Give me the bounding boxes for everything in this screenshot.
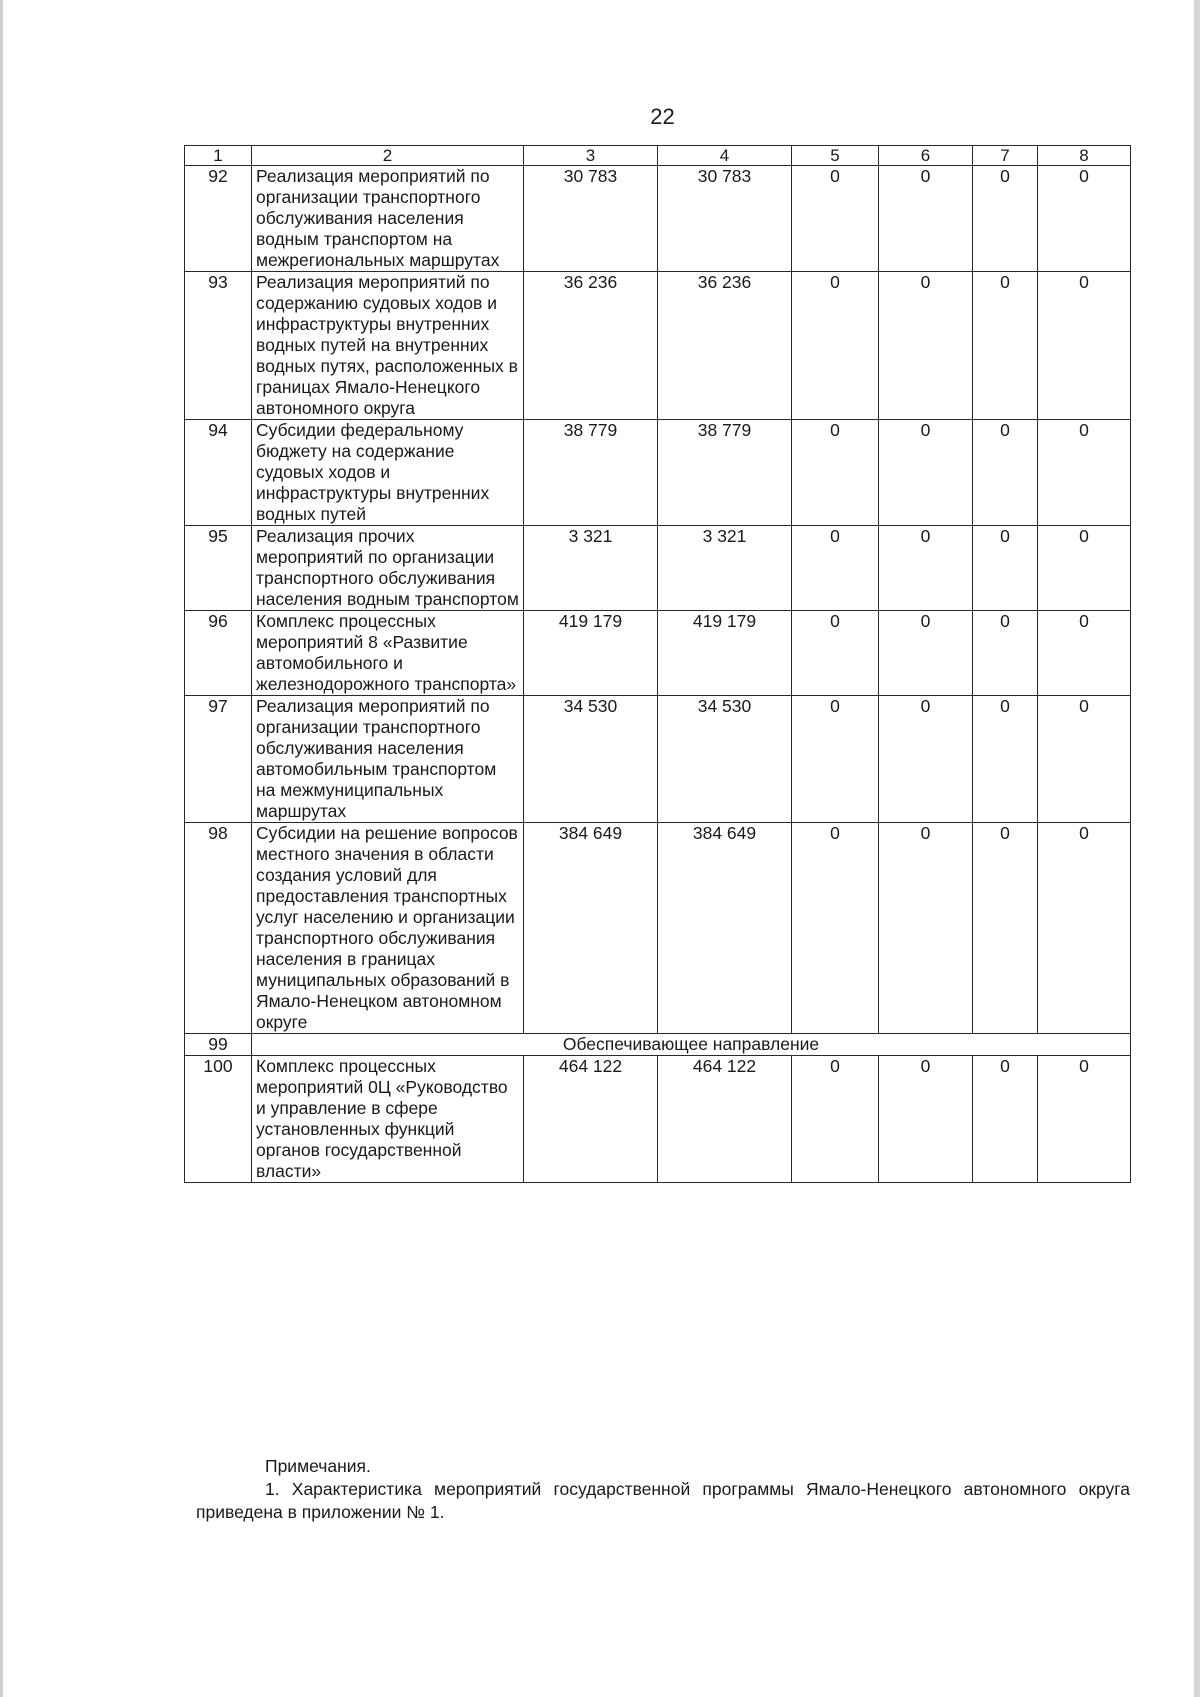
row-number: 99: [185, 1034, 252, 1056]
row-value-col5: 0: [792, 272, 879, 420]
row-value-col3: 34 530: [524, 696, 658, 823]
row-value-col3: 384 649: [524, 823, 658, 1034]
table-row: [185, 611, 1131, 696]
row-name: Комплекс процессных мероприятий 0Ц «Руководство и управление в сфере установленных функций органов государственной власти»: [252, 1056, 524, 1183]
row-value-col8: 0: [1038, 611, 1131, 696]
row-number: 100: [185, 1056, 252, 1183]
row-value-col8: 0: [1038, 696, 1131, 823]
row-name: Комплекс процессных мероприятий 8 «Развитие автомобильного и железнодорожного транспорта»: [252, 611, 524, 696]
row-value-col7: 0: [973, 696, 1038, 823]
row-value-col8: 0: [1038, 420, 1131, 526]
page-number: 22: [650, 104, 675, 129]
row-name: Субсидии федеральному бюджету на содержание судовых ходов и инфраструктуры внутренних водных путей: [252, 420, 524, 526]
row-number: 96: [185, 611, 252, 696]
row-value-col4: 384 649: [658, 823, 792, 1034]
table-header-cell-7: 7: [973, 146, 1038, 166]
table-header-cell-2: 2: [252, 146, 524, 166]
row-value-col7: 0: [973, 166, 1038, 272]
section-heading: Обеспечивающее направление: [252, 1034, 1131, 1056]
row-value-col3: 36 236: [524, 272, 658, 420]
table-header-cell-5: 5: [792, 146, 879, 166]
row-value-col5: 0: [792, 526, 879, 611]
row-value-col6: 0: [879, 611, 973, 696]
row-value-col5: 0: [792, 611, 879, 696]
row-name: Реализация мероприятий по организации транспортного обслуживания населения автомобильным транспортом на межмуниципальных маршрутах: [252, 696, 524, 823]
scan-edge-left: [0, 0, 3, 1697]
row-value-col6: 0: [879, 1056, 973, 1183]
table-row: [185, 420, 1131, 526]
row-value-col7: 0: [973, 526, 1038, 611]
row-value-col3: 38 779: [524, 420, 658, 526]
row-value-col8: 0: [1038, 166, 1131, 272]
table-row: [185, 272, 1131, 420]
row-value-col6: 0: [879, 166, 973, 272]
row-value-col3: 464 122: [524, 1056, 658, 1183]
table-header-cell-8: 8: [1038, 146, 1131, 166]
row-value-col4: 30 783: [658, 166, 792, 272]
row-number: 97: [185, 696, 252, 823]
row-value-col4: 38 779: [658, 420, 792, 526]
notes-section: [196, 1455, 1130, 1524]
table-row: [185, 823, 1131, 1034]
row-value-col7: 0: [973, 823, 1038, 1034]
row-number: 95: [185, 526, 252, 611]
note-item: 1. Характеристика мероприятий государственной программы Ямало-Ненецкого автономного округа приведена в приложении № 1.: [196, 1479, 1130, 1522]
row-value-col5: 0: [792, 823, 879, 1034]
table-row: [185, 166, 1131, 272]
row-value-col3: 419 179: [524, 611, 658, 696]
program-funding-table: [184, 145, 1131, 1183]
row-value-col3: 30 783: [524, 166, 658, 272]
row-number: 92: [185, 166, 252, 272]
table-header-row: [185, 146, 1131, 166]
row-value-col7: 0: [973, 611, 1038, 696]
row-value-col4: 419 179: [658, 611, 792, 696]
row-value-col6: 0: [879, 420, 973, 526]
row-name: Субсидии на решение вопросов местного значения в области создания условий для предоставления транспортных услуг населению и организации транспортного обслуживания населения в границах муниципальных образований в Ямало-Ненецком автономном округе: [252, 823, 524, 1034]
row-value-col6: 0: [879, 526, 973, 611]
row-number: 98: [185, 823, 252, 1034]
row-value-col4: 464 122: [658, 1056, 792, 1183]
row-value-col5: 0: [792, 420, 879, 526]
table-row: [185, 696, 1131, 823]
table-header-cell-3: 3: [524, 146, 658, 166]
row-number: 94: [185, 420, 252, 526]
table-header-cell-1: 1: [185, 146, 252, 166]
row-value-col7: 0: [973, 272, 1038, 420]
row-value-col7: 0: [973, 420, 1038, 526]
row-value-col3: 3 321: [524, 526, 658, 611]
table-row: [185, 1056, 1131, 1183]
row-name: Реализация мероприятий по организации транспортного обслуживания населения водным транспортом на межрегиональных маршрутах: [252, 166, 524, 272]
row-value-col5: 0: [792, 166, 879, 272]
row-value-col4: 3 321: [658, 526, 792, 611]
row-value-col6: 0: [879, 272, 973, 420]
row-value-col6: 0: [879, 823, 973, 1034]
row-value-col8: 0: [1038, 1056, 1131, 1183]
row-value-col8: 0: [1038, 272, 1131, 420]
row-value-col8: 0: [1038, 526, 1131, 611]
row-value-col4: 36 236: [658, 272, 792, 420]
row-number: 93: [185, 272, 252, 420]
row-value-col8: 0: [1038, 823, 1131, 1034]
table-row: [185, 526, 1131, 611]
row-value-col5: 0: [792, 696, 879, 823]
row-value-col4: 34 530: [658, 696, 792, 823]
table-header-cell-6: 6: [879, 146, 973, 166]
row-value-col5: 0: [792, 1056, 879, 1183]
table-header-cell-4: 4: [658, 146, 792, 166]
table-section-row: [185, 1034, 1131, 1056]
row-value-col7: 0: [973, 1056, 1038, 1183]
row-name: Реализация прочих мероприятий по организации транспортного обслуживания населения водным транспортом: [252, 526, 524, 611]
row-value-col6: 0: [879, 696, 973, 823]
scan-edge-right: [1194, 0, 1200, 1697]
notes-title: Примечания.: [265, 1456, 371, 1476]
row-name: Реализация мероприятий по содержанию судовых ходов и инфраструктуры внутренних водных путей на внутренних водных путях, расположенных в границах Ямало-Ненецкого автономного округа: [252, 272, 524, 420]
